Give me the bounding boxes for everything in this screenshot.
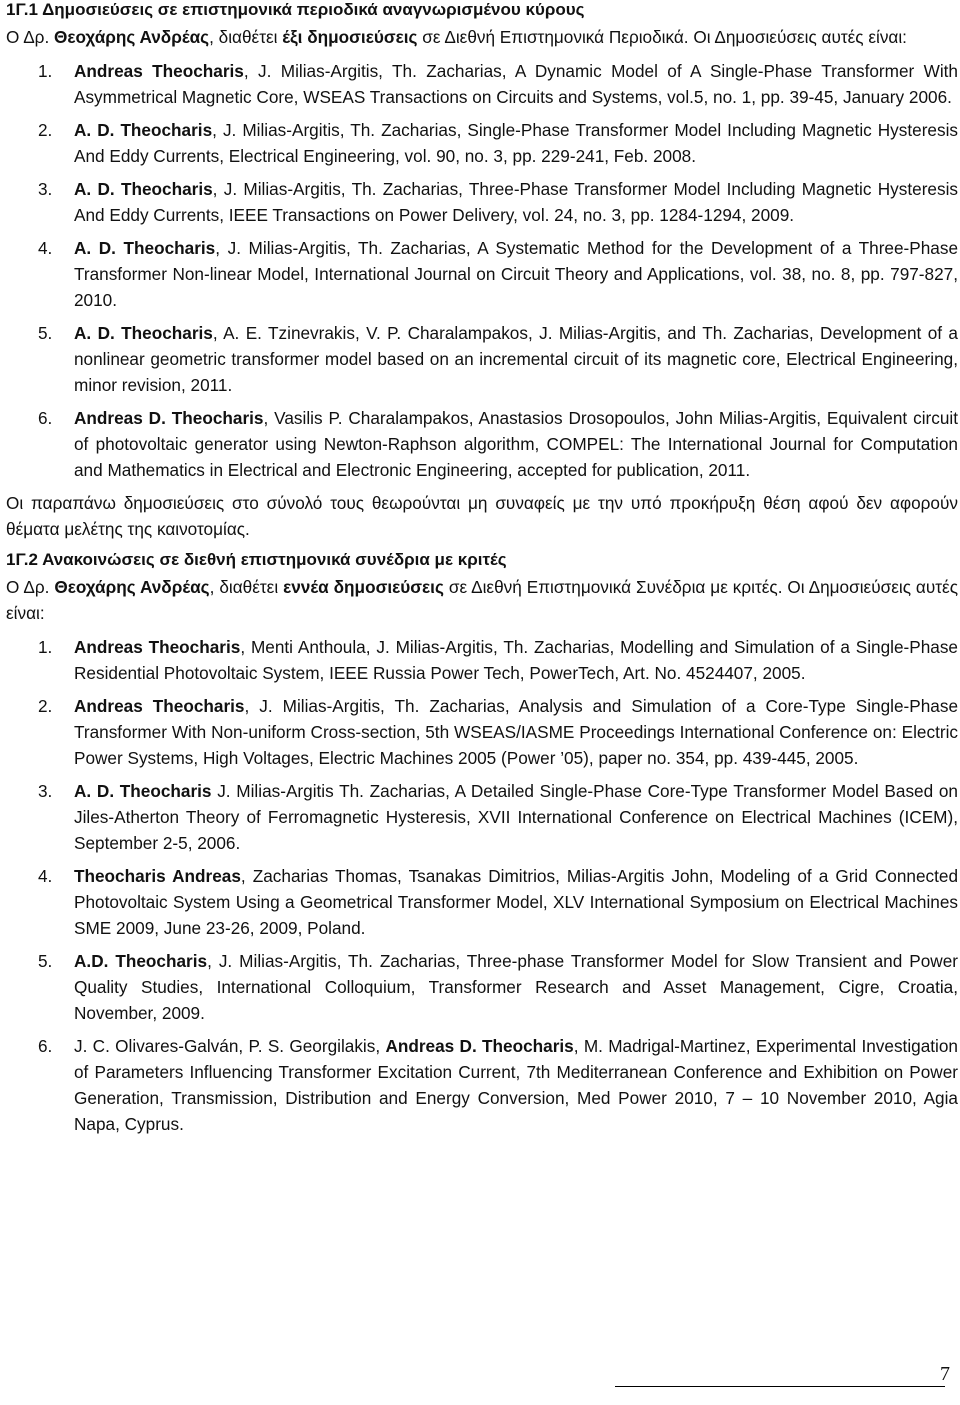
item-citation: , J. Milias-Argitis, Th. Zacharias, Three-Phase Transformer Model Including Magnetic Hysteresis And Eddy Currents, IEEE Transactions on Power Delivery, vol. 24, no. 3, pp. 1284-1294, 2009. bbox=[74, 179, 958, 225]
publication-count: εννέα δημοσιεύσεις bbox=[283, 577, 444, 597]
section-intro-conferences: Ο Δρ. Θεοχάρης Ανδρέας, διαθέτει εννέα δημοσιεύσεις σε Διεθνή Επιστημονικά Συνέδρια με κριτές. Οι Δημοσιεύσεις αυτές είναι: bbox=[6, 577, 958, 623]
item-citation: , Menti Anthoula, J. Milias-Argitis, Th. Zacharias, Modelling and Simulation of a Single-Phase Residential Photovoltaic System, IEEE Russia Power Tech, PowerTech, Art. No. 4524407, 2005. bbox=[74, 637, 958, 683]
item-number: 4. bbox=[38, 866, 53, 886]
item-author: A. D. Theocharis bbox=[74, 120, 213, 140]
item-number: 3. bbox=[38, 179, 53, 199]
list-item: 6. J. C. Olivares-Galván, P. S. Georgilakis, Andreas D. Theocharis, M. Madrigal-Martinez, Experimental Investigation of Parameters Influencing Transformer Excitation Current, 7th Mediterranean Conference and Exhibition on Power Generation, Transmission, Distribution and Energy Conversion, Med Power 2010, 7 – 10 November 2010, Agia Napa, Cyprus. bbox=[6, 1033, 958, 1137]
item-number: 5. bbox=[38, 323, 53, 343]
item-author: Andreas D. Theocharis bbox=[385, 1036, 574, 1056]
footer-rule bbox=[615, 1386, 945, 1387]
document-page bbox=[6, 0, 958, 1144]
item-number: 6. bbox=[38, 1036, 53, 1056]
item-citation: , J. Milias-Argitis, Th. Zacharias, Single-Phase Transformer Model Including Magnetic Hysteresis And Eddy Currents, Electrical Engineering, vol. 90, no. 3, pp. 229-241, Feb. 2008. bbox=[74, 120, 958, 166]
item-citation: , J. Milias-Argitis, Th. Zacharias, Analysis and Simulation of a Core-Type Single-Phase Transformer With Non-uniform Cross-section, 5th WSEAS/IASME Proceedings International Conference on: Electric Power Systems, High Voltages, Electric Machines 2005 (Power ’05), paper no. 354, pp. 439-445, 2005. bbox=[74, 696, 958, 768]
conference-publication-list bbox=[6, 634, 958, 1137]
closing-note: Οι παραπάνω δημοσιεύσεις στο σύνολό τους θεωρούνται μη συναφείς με την υπό προκήρυξη θέση αφού δεν αφορούν θέματα μελέτης της καινοτομίας. bbox=[6, 493, 958, 539]
item-citation: , Zacharias Thomas, Tsanakas Dimitrios, Milias-Argitis John, Modeling of a Grid Connected Photovoltaic System Using a Geometrical Transformer Model, XLV International Symposium on Electrical Machines SME 2009, June 23-26, 2009, Poland. bbox=[74, 866, 959, 938]
author-name: Θεοχάρης Ανδρέας bbox=[54, 577, 210, 597]
item-number: 6. bbox=[38, 408, 53, 428]
item-number: 2. bbox=[38, 120, 53, 140]
list-item bbox=[6, 58, 958, 110]
item-author: A. D. Theocharis bbox=[74, 179, 213, 199]
list-item bbox=[6, 235, 958, 313]
item-author: Theocharis Andreas bbox=[74, 866, 241, 886]
item-citation: , M. Madrigal-Martinez, Experimental Investigation of Parameters Influencing Transformer Excitation Current, 7th Mediterranean Conference and Exhibition on Power Generation, Transmission, Distribution and Energy Conversion, Med Power 2010, 7 – 10 November 2010, Agia Napa, Cyprus. bbox=[74, 1036, 958, 1134]
item-author: Andreas Theocharis bbox=[74, 696, 245, 716]
list-item bbox=[6, 863, 958, 941]
list-item bbox=[6, 405, 958, 483]
list-item bbox=[6, 693, 958, 771]
item-citation: , A. E. Tzinevrakis, V. P. Charalampakos, J. Milias-Argitis, and Th. Zacharias, Development of a nonlinear geometric transformer model based on an incremental circuit of its magnetic core, Electrical Engineering, minor revision, 2011. bbox=[74, 323, 958, 395]
item-number: 2. bbox=[38, 696, 53, 716]
item-author: A.D. Theocharis bbox=[74, 951, 208, 971]
item-number: 1. bbox=[38, 61, 53, 81]
item-author: Andreas D. Theocharis bbox=[74, 408, 264, 428]
author-name: Θεοχάρης Ανδρέας bbox=[54, 27, 210, 47]
publication-count: έξι δημοσιεύσεις bbox=[282, 27, 418, 47]
item-author: Andreas Theocharis bbox=[74, 637, 241, 657]
page-number: 7 bbox=[940, 1363, 950, 1385]
item-citation: , J. Milias-Argitis, Th. Zacharias, Three-phase Transformer Model for Slow Transient and Power Quality Studies, International Colloquium, Transformer Research and Asset Management, Cigre, Croatia, November, 2009. bbox=[74, 951, 958, 1023]
journal-publication-list bbox=[6, 58, 958, 483]
list-item bbox=[6, 176, 958, 228]
section-title-journals: 1Γ.1 Δημοσιεύσεις σε επιστημονικά περιοδικά αναγνωρισμένου κύρους bbox=[6, 0, 585, 19]
item-citation: , J. Milias-Argitis, Th. Zacharias, A Dynamic Model of A Single-Phase Transformer With Asymmetrical Magnetic Core, WSEAS Transactions on Circuits and Systems, vol.5, no. 1, pp. 39-45, January 2006. bbox=[74, 61, 958, 107]
item-number: 3. bbox=[38, 781, 53, 801]
list-item bbox=[6, 778, 958, 856]
item-number: 5. bbox=[38, 951, 53, 971]
section-intro-journals: Ο Δρ. Θεοχάρης Ανδρέας, διαθέτει έξι δημοσιεύσεις σε Διεθνή Επιστημονικά Περιοδικά. Οι Δημοσιεύσεις αυτές είναι: bbox=[6, 27, 907, 47]
list-item bbox=[6, 634, 958, 686]
item-author: Andreas Theocharis bbox=[74, 61, 244, 81]
item-number: 1. bbox=[38, 637, 53, 657]
item-number: 4. bbox=[38, 238, 53, 258]
section-title-conferences: 1Γ.2 Ανακοινώσεις σε διεθνή επιστημονικά συνέδρια με κριτές bbox=[6, 550, 507, 569]
item-author: A. D. Theocharis bbox=[74, 781, 212, 801]
item-citation: , J. Milias-Argitis, Th. Zacharias, A Systematic Method for the Development of a Three-Phase Transformer Non-linear Model, International Journal on Circuit Theory and Applications, vol. 38, no. 8, pp. 797-827, 2010. bbox=[74, 238, 959, 310]
item-author: A. D. Theocharis bbox=[74, 323, 213, 343]
list-item bbox=[6, 320, 958, 398]
item-author: A. D. Theocharis bbox=[74, 238, 216, 258]
list-item bbox=[6, 948, 958, 1026]
list-item bbox=[6, 117, 958, 169]
item-citation: J. Milias-Argitis Th. Zacharias, A Detailed Single-Phase Core-Type Transformer Model Based on Jiles-Atherton Theory of Ferromagnetic Hysteresis, XVII International Conference on Electrical Machines (ICEM), September 2-5, 2006. bbox=[74, 781, 958, 853]
item-citation: , Vasilis P. Charalampakos, Anastasios Drosopoulos, John Milias-Argitis, Equivalent circuit of photovoltaic generator using Newton-Raphson algorithm, COMPEL: The International Journal for Computation and Mathematics in Electrical and Electronic Engineering, accepted for publication, 2011. bbox=[74, 408, 958, 480]
